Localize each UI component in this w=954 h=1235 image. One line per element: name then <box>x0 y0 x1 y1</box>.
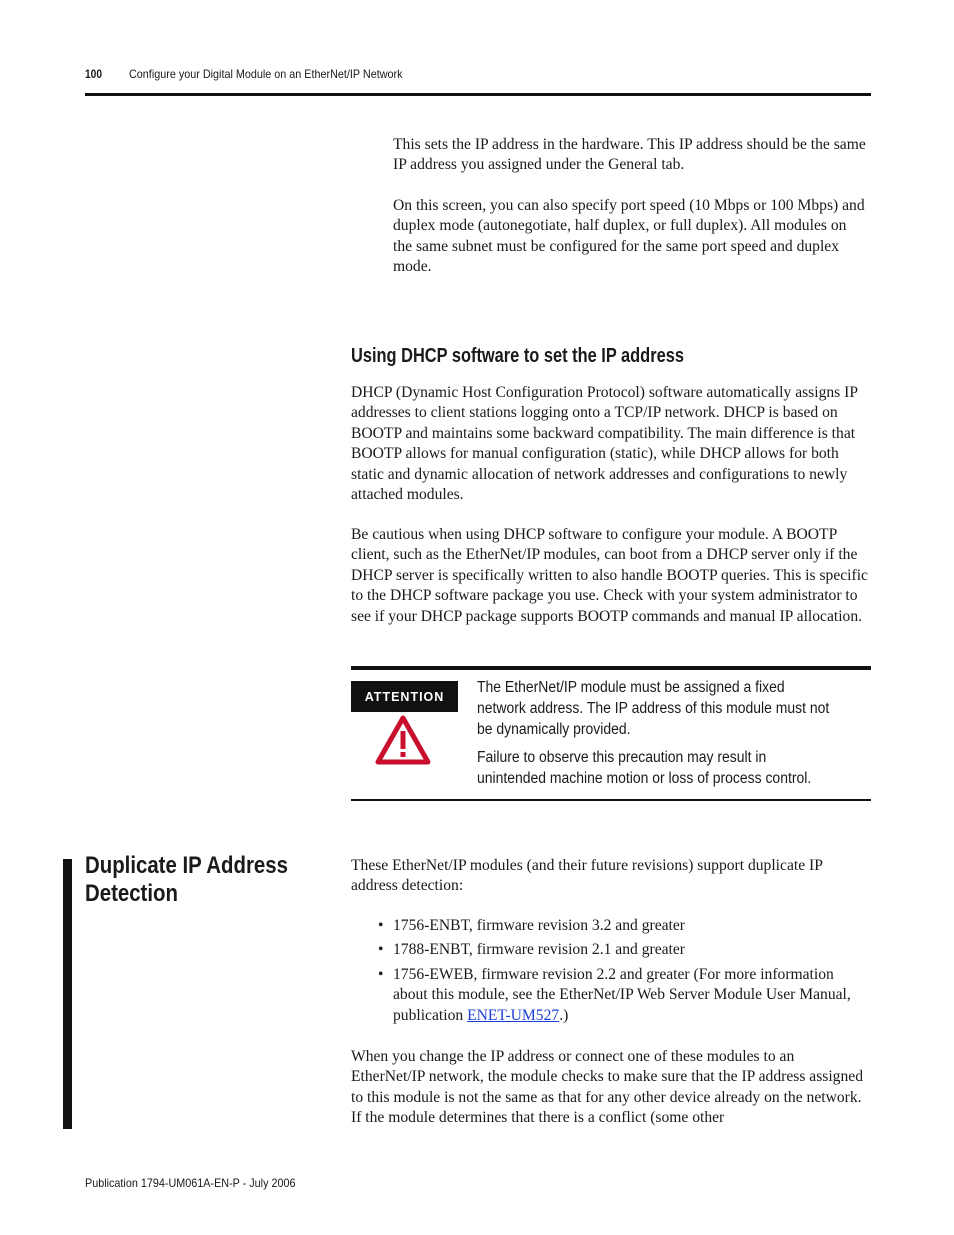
footer-publication: Publication 1794-UM061A-EN-P - July 2006 <box>85 1176 296 1190</box>
list-item: • 1788-ENBT, firmware revision 2.1 and greater <box>378 941 685 959</box>
attention-label: ATTENTION <box>351 681 458 712</box>
list-item: • 1756-EWEB, firmware revision 2.2 and greater (For more information about this module, see the EtherNet/IP Web Server Module User Manual, publication ENET-UM527.) <box>378 965 851 1024</box>
list-item: • 1756-ENBT, firmware revision 3.2 and greater <box>378 917 685 934</box>
duplicate-intro-paragraph: These EtherNet/IP modules (and their future revisions) support duplicate IP address detection: <box>351 857 823 895</box>
enet-um527-link[interactable]: ENET-UM527 <box>467 1006 560 1024</box>
list-item-text-end: .) <box>559 1006 569 1024</box>
intro-paragraph-1: This sets the IP address in the hardware. This IP address should be the same IP address you assigned under the General tab. <box>393 136 866 174</box>
module-list <box>378 916 868 1030</box>
list-item-text: 1756-EWEB, firmware revision 2.2 and greater (For more information about this module, see the EtherNet/IP Web Server Module User Manual, publication <box>393 965 851 1024</box>
dhcp-paragraph-1: DHCP (Dynamic Host Configuration Protocol) software automatically assigns IP addresses to client stations logging onto a TCP/IP network. DHCP is based on BOOTP and maintains some backward compatibility. The main difference is that BOOTP allows for manual configuration (static), while DHCP allows for both static and dynamic allocation of network addresses and configurations to newly attached modules. <box>351 384 858 504</box>
intro-paragraph-2: On this screen, you can also specify port speed (10 Mbps or 100 Mbps) and duplex mode (autonegotiate, half duplex, or full duplex). All modules on the same subnet must be configured for the same port speed and duplex mode. <box>393 197 865 276</box>
section-side-bar <box>63 859 72 1129</box>
dhcp-paragraph-2: Be cautious when using DHCP software to configure your module. A BOOTP client, such as the EtherNet/IP modules, can boot from a DHCP server only if the DHCP server is specifically written to also handle BOOTP queries. This is specific to the DHCP software package you use. Check with your system administrator to see if your DHCP package supports BOOTP commands and manual IP allocation. <box>351 526 868 625</box>
attention-box <box>351 666 871 801</box>
attention-text-2: Failure to observe this precaution may result in unintended machine motion or loss of process control. <box>477 749 812 787</box>
detection-paragraph: When you change the IP address or connect one of these modules to an EtherNet/IP network, the module checks to make sure that the IP address assigned to this module is not the same as that for any other device already on the network. If the module determines that there is a conflict (some other <box>351 1048 863 1127</box>
duplicate-ip-heading: Duplicate IP Address Detection <box>85 852 288 907</box>
warning-triangle-icon <box>375 715 431 765</box>
dhcp-heading: Using DHCP software to set the IP address <box>351 344 684 367</box>
list-item-text: 1788-ENBT, firmware revision 2.1 and greater <box>393 941 685 959</box>
page-header <box>85 66 871 96</box>
list-item-text: 1756-ENBT, firmware revision 3.2 and greater <box>393 917 685 934</box>
page-number: 100 <box>85 67 103 81</box>
attention-text-1: The EtherNet/IP module must be assigned a fixed network address. The IP address of this module must not be dynamically provided. <box>477 679 830 738</box>
running-title: Configure your Digital Module on an EtherNet/IP Network <box>129 67 403 81</box>
